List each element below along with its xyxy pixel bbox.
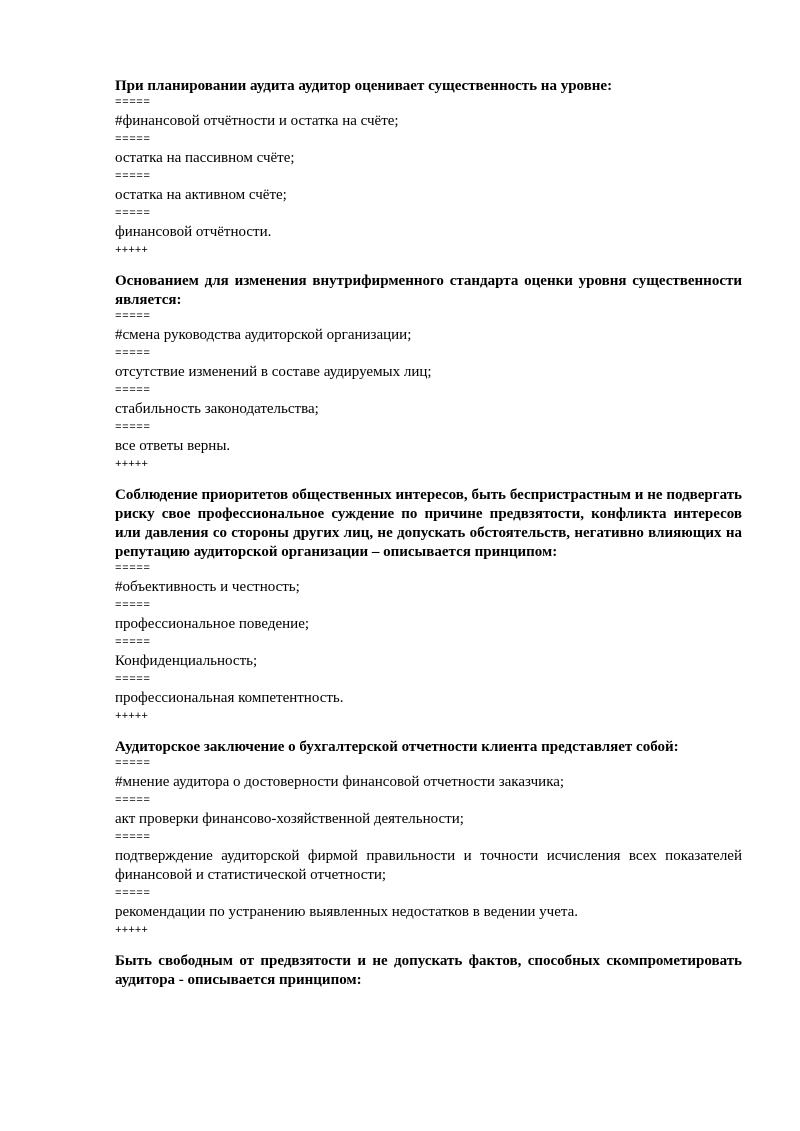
answer-option: профессиональное поведение; [115,616,310,632]
answer-option: Конфиденциальность; [115,653,258,669]
question-end-marker: +++++ [115,459,149,471]
answer-separator: ===== [115,208,151,220]
answer-option: финансовой отчётности. [115,224,272,240]
answer-separator: ===== [115,832,151,844]
question-text: При планировании аудита аудитор оценивает существенность на уровне: [115,78,613,94]
answer-separator: ===== [115,674,151,686]
answer-separator: ===== [115,348,151,360]
answer-option: отсутствие изменений в составе аудируемых лиц; [115,364,432,380]
answer-option: #смена руководства аудиторской организации; [115,327,412,343]
answer-option: стабильность законодательства; [115,401,319,417]
test-question-block [115,77,742,258]
answer-option: остатка на активном счёте; [115,187,287,203]
question-end-marker: +++++ [115,245,149,257]
answer-separator: ===== [115,134,151,146]
document-page [115,77,742,1004]
question-end-marker: +++++ [115,925,149,937]
answer-separator: ===== [115,385,151,397]
answer-separator: ===== [115,600,151,612]
answer-separator: ===== [115,795,151,807]
test-question-block [115,272,742,472]
test-question-block [115,738,742,938]
answer-option: #финансовой отчётности и остатка на счёте; [115,113,399,129]
answer-option: #мнение аудитора о достоверности финансовой отчетности заказчика; [115,774,565,790]
question-text: Аудиторское заключение о бухгалтерской отчетности клиента представляет собой: [115,739,679,755]
answer-option: профессиональная компетентность. [115,690,344,706]
answer-separator: ===== [115,758,151,770]
answer-separator: ===== [115,311,151,323]
answer-option: подтверждение аудиторской фирмой правильности и точности исчисления всех показателей финансовой и статистической отчетности; [115,848,742,883]
question-end-marker: +++++ [115,711,149,723]
answer-option: все ответы верны. [115,438,231,454]
question-text: Основанием для изменения внутрифирменного стандарта оценки уровня существенности является: [115,273,742,308]
answer-separator: ===== [115,637,151,649]
answer-separator: ===== [115,422,151,434]
question-text: Быть свободным от предвзятости и не допускать фактов, способных скомпрометировать аудитора - описывается принципом: [115,953,742,988]
test-question-block [115,952,742,990]
answer-separator: ===== [115,888,151,900]
answer-separator: ===== [115,563,151,575]
answer-option: #объективность и честность; [115,579,300,595]
answer-option: остатка на пассивном счёте; [115,150,295,166]
question-text: Соблюдение приоритетов общественных интересов, быть беспристрастным и не подвергать риску свое профессиональное суждение по причине предвзятости, конфликта интересов или давления со стороны других лиц, не допускать обстоятельств, негативно влияющих на репутацию аудиторской организации – описывается принципом: [115,487,742,560]
answer-option: акт проверки финансово-хозяйственной деятельности; [115,811,464,827]
answer-option: рекомендации по устранению выявленных недостатков в ведении учета. [115,904,579,920]
answer-separator: ===== [115,171,151,183]
answer-separator: ===== [115,97,151,109]
test-question-block [115,486,742,724]
